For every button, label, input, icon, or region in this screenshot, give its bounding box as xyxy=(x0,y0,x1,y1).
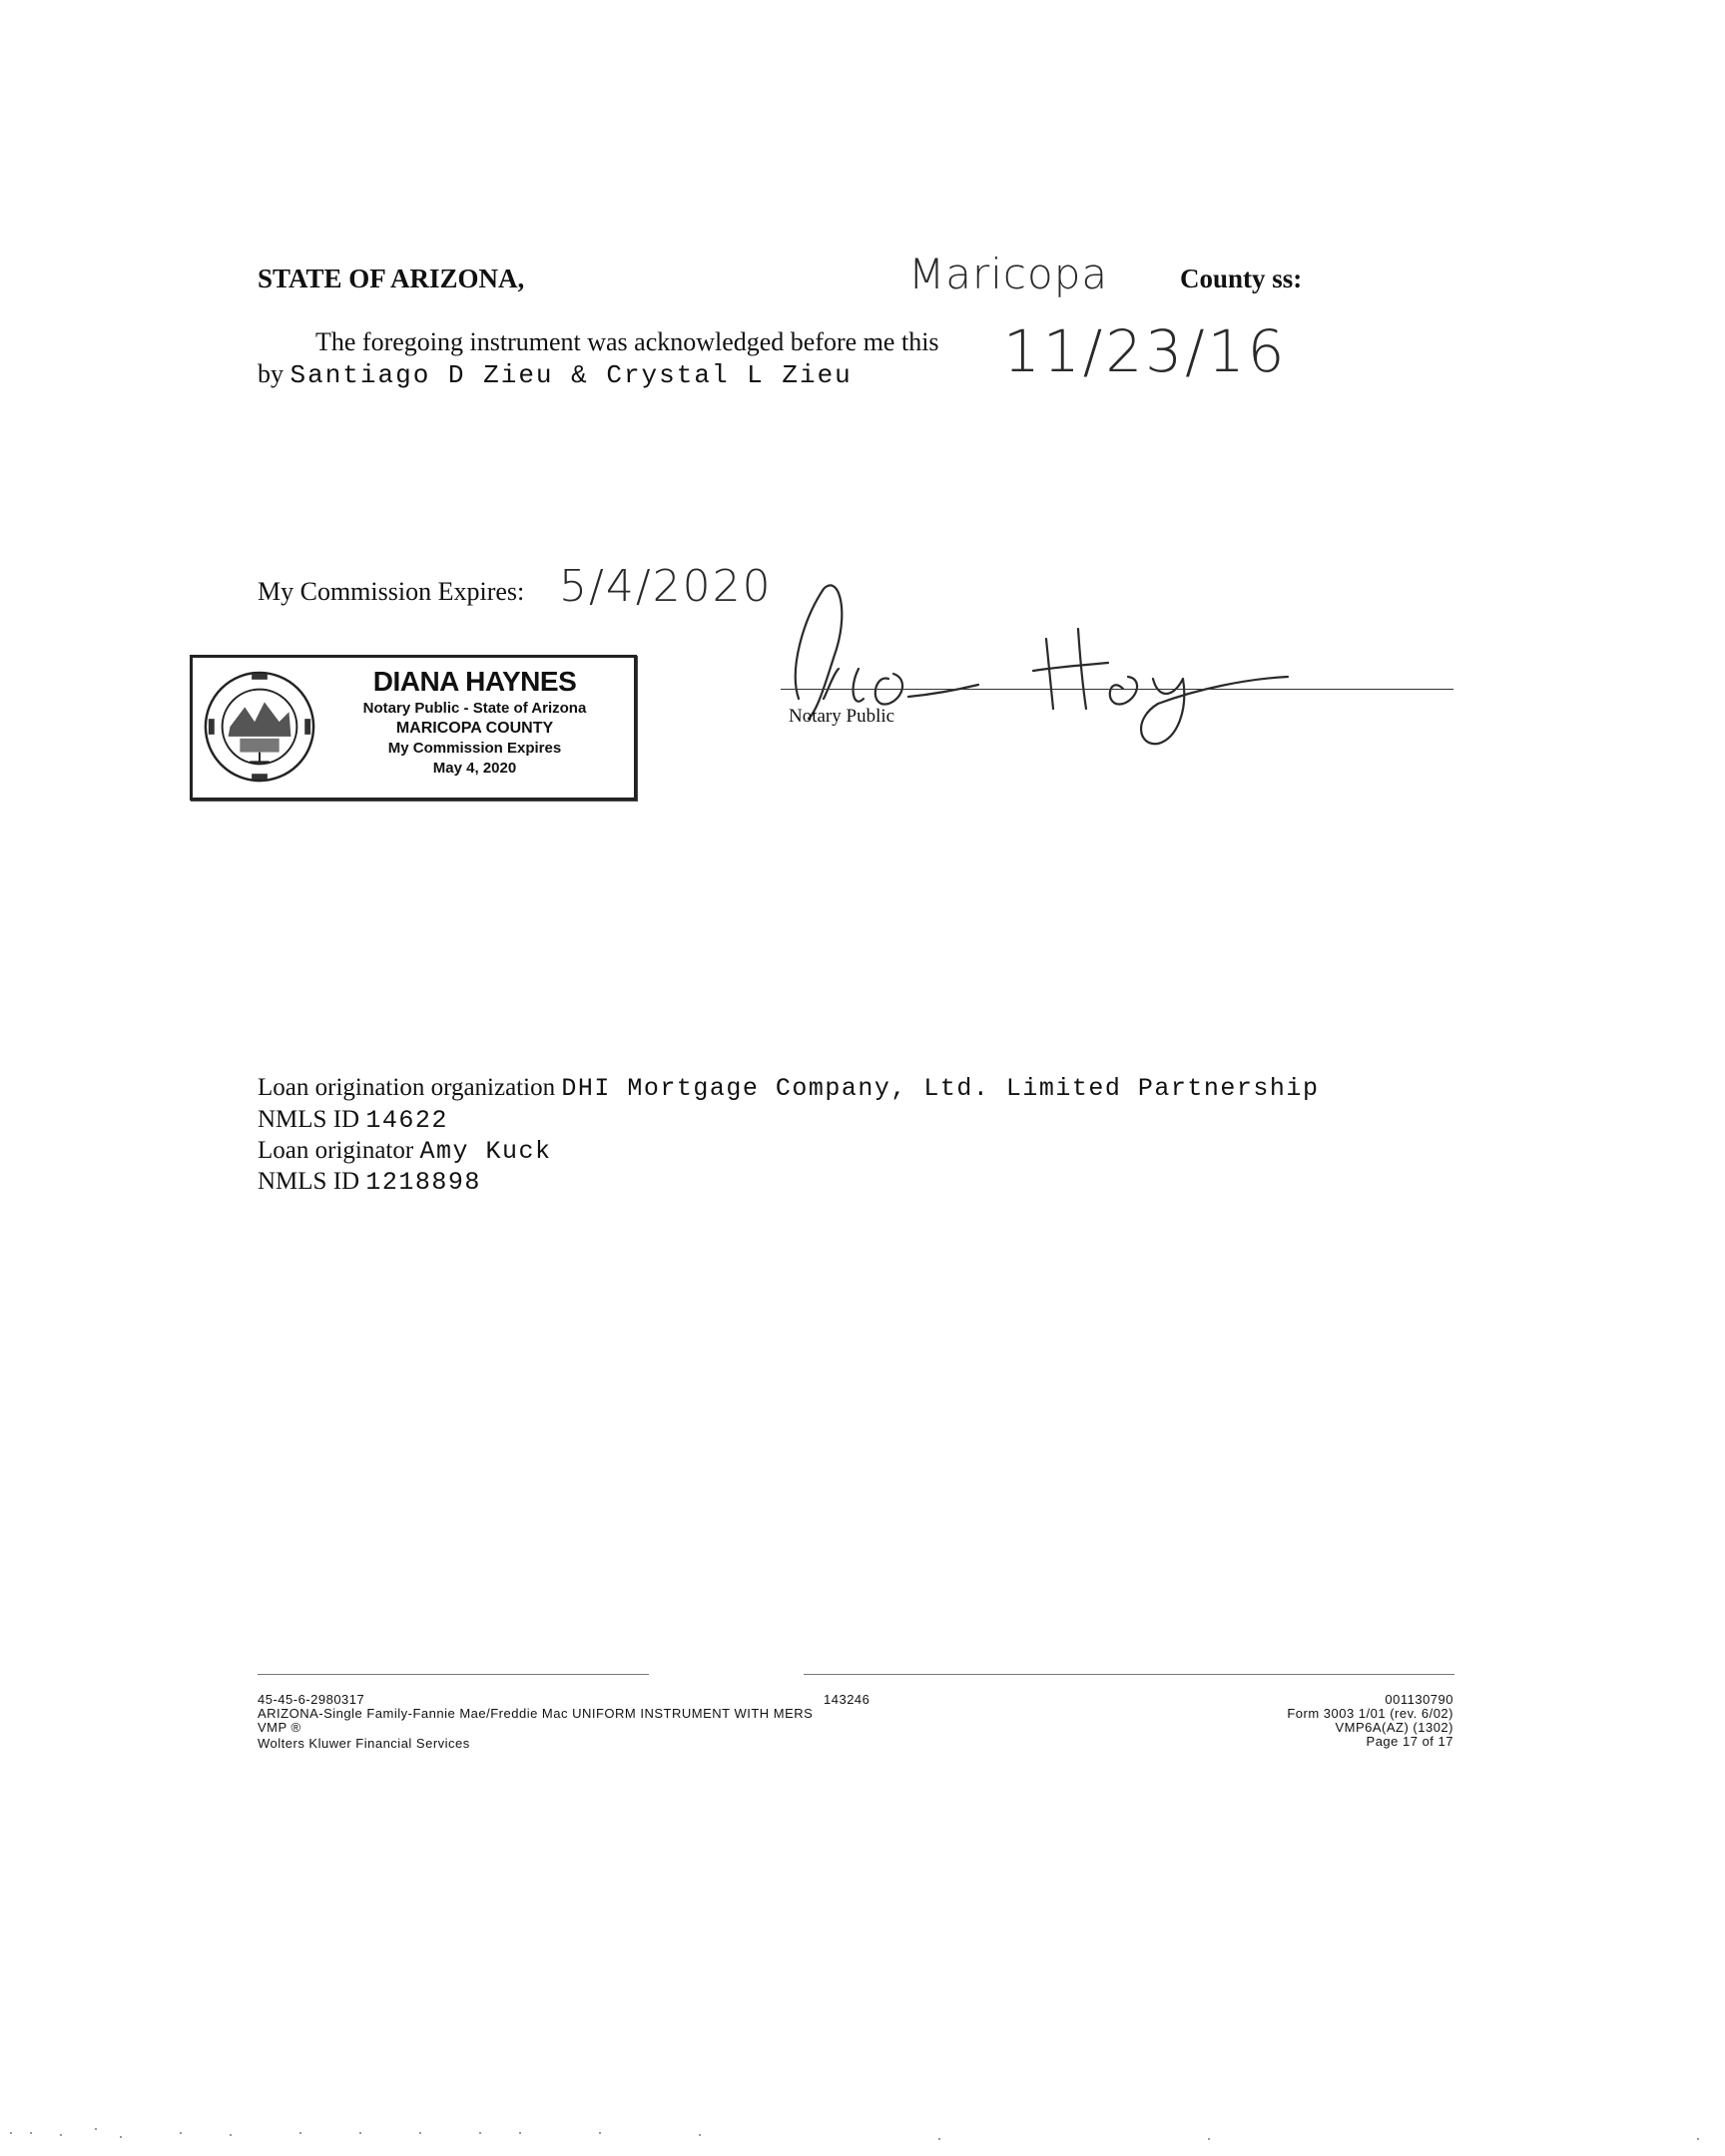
loan-originator xyxy=(258,1137,551,1166)
by-prefix: by xyxy=(258,359,284,388)
footer-rule-left xyxy=(258,1674,649,1675)
footer-vmp-code: VMP6A(AZ) (1302) xyxy=(1335,1720,1453,1735)
footer-publisher: Wolters Kluwer Financial Services xyxy=(258,1736,470,1751)
footer-form-number: Form 3003 1/01 (rev. 6/02) xyxy=(1287,1706,1453,1721)
loan-org-value: DHI Mortgage Company, Ltd. Limited Partnership xyxy=(561,1074,1320,1103)
nmls-originator-value: 1218898 xyxy=(365,1168,481,1197)
acknowledgment-text: The foregoing instrument was acknowledged before me this xyxy=(315,327,939,356)
footer-rule-right xyxy=(804,1674,1454,1675)
nmls-id-originator xyxy=(258,1168,481,1197)
notary-stamp xyxy=(190,655,637,801)
stamp-line-3: My Commission Expires xyxy=(387,740,562,757)
commission-date-handwritten: 5/4/2020 xyxy=(559,561,773,612)
nmls-org-label: NMLS ID xyxy=(258,1106,360,1133)
loan-originator-value: Amy Kuck xyxy=(419,1137,552,1166)
acknowledgment-date-handwritten: 11/23/16 xyxy=(1003,317,1288,385)
loan-originator-label: Loan originator xyxy=(258,1137,414,1164)
footer-form-title: ARIZONA-Single Family-Fannie Mae/Freddie Mac UNIFORM INSTRUMENT WITH MERS xyxy=(258,1706,814,1721)
stamp-line-4: May 4, 2020 xyxy=(432,760,517,777)
by-names: Santiago D Zieu & Crystal L Zieu xyxy=(289,360,853,390)
footer-loan-number: 45-45-6-2980317 xyxy=(258,1692,365,1707)
footer-center-number: 143246 xyxy=(824,1692,870,1707)
nmls-id-organization xyxy=(258,1106,448,1135)
scan-artifacts xyxy=(0,2124,1725,2154)
notary-public-label: Notary Public xyxy=(789,706,895,727)
notary-signature-line xyxy=(781,689,1453,690)
footer-page-number: Page 17 of 17 xyxy=(1366,1734,1453,1749)
county-label: County ss: xyxy=(1180,264,1303,293)
stamp-line-2: MARICOPA COUNTY xyxy=(395,720,554,737)
loan-org-label: Loan origination organization xyxy=(258,1074,556,1101)
stamp-notary-name: DIANA HAYNES xyxy=(372,666,577,697)
county-handwritten: Maricopa xyxy=(908,250,1109,298)
stamp-line-1: Notary Public - State of Arizona xyxy=(362,700,587,717)
commission-label: My Commission Expires: xyxy=(258,577,525,606)
nmls-originator-label: NMLS ID xyxy=(258,1168,360,1195)
state-seal-icon xyxy=(201,668,318,786)
nmls-org-value: 14622 xyxy=(365,1106,448,1135)
loan-origination-organization xyxy=(258,1074,1319,1103)
footer-vmp: VMP ® xyxy=(258,1720,301,1735)
footer-doc-number: 001130790 xyxy=(1385,1692,1453,1707)
state-title: STATE OF ARIZONA, xyxy=(258,264,525,293)
by-line xyxy=(258,359,853,390)
